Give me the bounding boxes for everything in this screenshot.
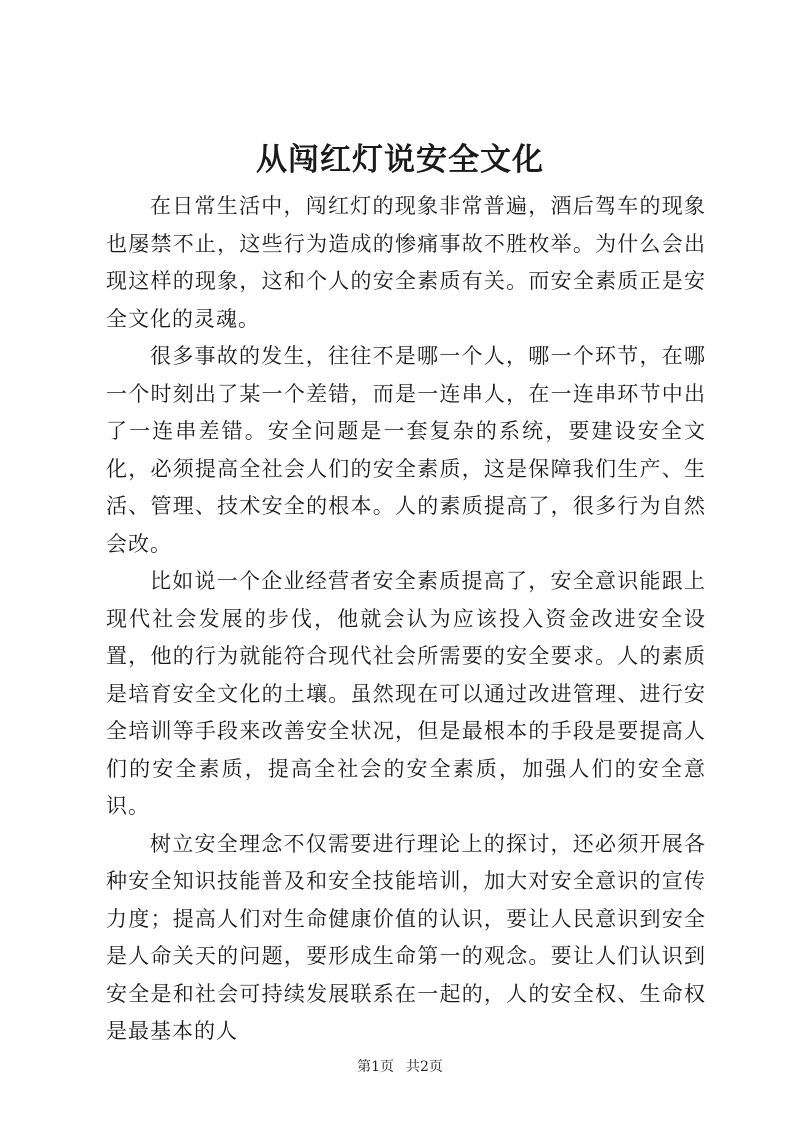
paragraph-2: 很多事故的发生，往往不是哪一个人，哪一个环节，在哪一个时刻出了某一个差错，而是一连串人，在一连串环节中出了一连串差错。安全问题是一套复杂的系统，要建设安全文化，必须提高全社会人们的安全素质，这是保障我们生产、生活、管理、技术安全的根本。人的素质提高了，很多行为自然会改。 bbox=[106, 344, 706, 556]
document-body bbox=[106, 188, 706, 1051]
paragraph-1: 在日常生活中，闯红灯的现象非常普遍，酒后驾车的现象也屡禁不止，这些行为造成的惨痛事故不胜枚举。为什么会出现这样的现象，这和个人的安全素质有关。而安全素质正是安全文化的灵魂。 bbox=[106, 194, 706, 331]
paragraph-3: 比如说一个企业经营者安全素质提高了，安全意识能跟上现代社会发展的步伐，他就会认为应该投入资金改进安全设置，他的行为就能符合现代社会所需要的安全要求。人的素质是培育安全文化的土壤。虽然现在可以通过改进管理、进行安全培训等手段来改善安全状况，但是最根本的手段是要提高人们的安全素质，提高全社会的安全素质，加强人们的安全意识。 bbox=[106, 569, 706, 818]
page-number: 第1页 bbox=[357, 1059, 394, 1075]
page-total: 共2页 bbox=[406, 1059, 443, 1075]
paragraph-4: 树立安全理念不仅需要进行理论上的探讨，还必须开展各种安全知识技能普及和安全技能培训，加大对安全意识的宣传力度；提高人们对生命健康价值的认识，要让人民意识到安全是人命关天的问题，要形成生命第一的观念。要让人们认识到安全是和社会可持续发展联系在一起的，人的安全权、生命权是最基本的人 bbox=[106, 831, 706, 1043]
document-title: 从闯红灯说安全文化 bbox=[256, 142, 544, 178]
page-footer bbox=[0, 1058, 800, 1076]
